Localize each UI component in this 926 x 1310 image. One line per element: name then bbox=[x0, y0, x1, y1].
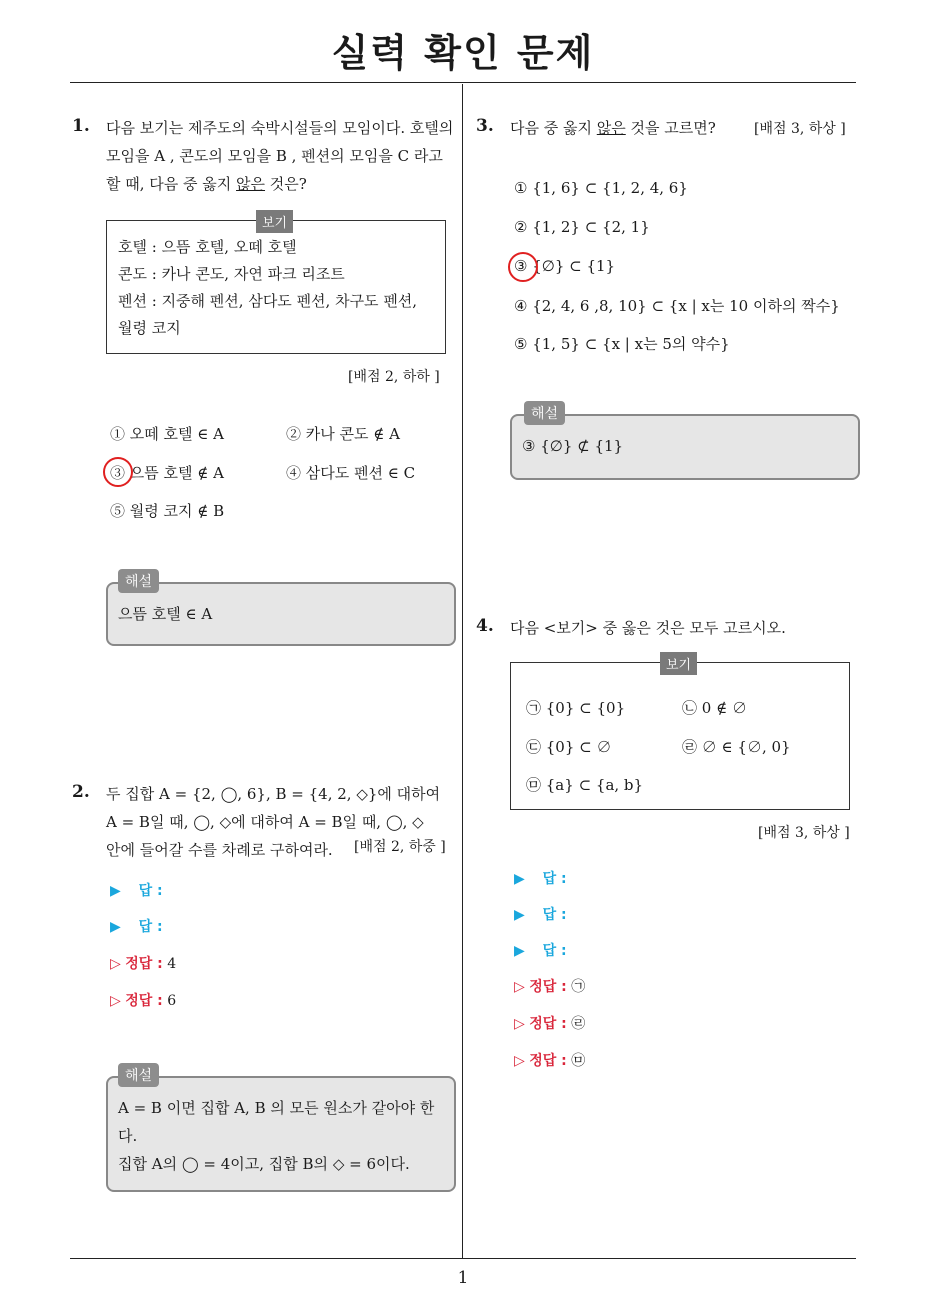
question-line: 다음 보기는 제주도의 숙박시설들의 모임이다. 호텔의 bbox=[106, 119, 454, 137]
explanation-text bbox=[118, 1094, 444, 1178]
question-number: 1. bbox=[72, 116, 90, 136]
score-label: [배점 2, 하하 ] bbox=[348, 369, 440, 385]
page-number: 1 bbox=[457, 1268, 469, 1288]
answer-row[interactable]: ▶ 답 : bbox=[514, 907, 567, 923]
question-number: 2. bbox=[72, 782, 90, 802]
example-box-label: 보기 bbox=[660, 652, 697, 675]
option-4[interactable]: ④ {2, 4, 6 ,8, 10} ⊂ {x | x는 10 이하의 짝수} bbox=[514, 297, 840, 315]
option-1[interactable]: ① {1, 6} ⊂ {1, 2, 4, 6} bbox=[514, 179, 688, 197]
option-4[interactable]: ④ 삼다도 펜션 ∈ C bbox=[286, 464, 416, 482]
correct-answer-row: ▷ 정답 : ㉣ bbox=[514, 1016, 586, 1032]
answer-row[interactable]: ▶ 답 : bbox=[514, 943, 567, 959]
column-divider bbox=[462, 84, 463, 1258]
answer-circle-mark bbox=[508, 252, 538, 282]
example-box-label: 보기 bbox=[256, 210, 293, 233]
question-number: 3. bbox=[476, 116, 494, 136]
option-3[interactable]: ③ 으뜸 호텔 ∉ A bbox=[110, 464, 224, 482]
question-line: 안에 들어갈 수를 차례로 구하여라. bbox=[106, 841, 333, 859]
explanation-label: 해설 bbox=[118, 569, 159, 593]
option-5[interactable]: ⑤ {1, 5} ⊂ {x | x는 5의 약수} bbox=[514, 335, 730, 353]
option-5[interactable]: ⑤ 월령 코지 ∉ B bbox=[110, 502, 225, 520]
correct-answer-row: ▷ 정답 : 6 bbox=[110, 993, 177, 1009]
question-line: 두 집합 A = {2, ◯, 6}, B = {4, 2, ◇}에 대하여 bbox=[106, 785, 441, 803]
example-item-5: ㉤ {a} ⊂ {a, b} bbox=[526, 776, 644, 794]
score-label: [배점 3, 하상 ] bbox=[754, 121, 846, 137]
question-text: 다음 <보기> 중 옳은 것은 모두 고르시오. bbox=[510, 619, 786, 637]
correct-answer-row: ▷ 정답 : ㉠ bbox=[514, 979, 586, 995]
example-box-content bbox=[118, 234, 417, 342]
example-item-4: ㉣ ∅ ∈ {∅, 0} bbox=[682, 738, 791, 756]
example-item-2: ㉡ 0 ∉ ∅ bbox=[682, 699, 747, 717]
explanation-label: 해설 bbox=[118, 1063, 159, 1087]
example-line: 호텔 : 으뜸 호텔, 오떼 호텔 bbox=[118, 238, 297, 256]
example-item-3: ㉢ {0} ⊂ ∅ bbox=[526, 738, 612, 756]
question-line: 모임을 A , 콘도의 모임을 B , 펜션의 모임을 C 라고 bbox=[106, 147, 443, 165]
score-label: [배점 3, 하상 ] bbox=[758, 825, 850, 841]
example-line: 월령 코지 bbox=[118, 319, 181, 337]
option-3[interactable]: ③ {∅} ⊂ {1} bbox=[514, 257, 616, 275]
explanation-text: ③ {∅} ⊄ {1} bbox=[522, 437, 624, 455]
option-1[interactable]: ① 오떼 호텔 ∈ A bbox=[110, 425, 224, 443]
question-line: A = B일 때, ◯, ◇에 대하여 A = B일 때, ◯, ◇ bbox=[106, 813, 424, 831]
bottom-divider bbox=[70, 1258, 856, 1259]
option-2[interactable]: ② 카나 콘도 ∉ A bbox=[286, 425, 400, 443]
option-2[interactable]: ② {1, 2} ⊂ {2, 1} bbox=[514, 218, 650, 236]
answer-row[interactable]: ▶ 답 : bbox=[514, 871, 567, 887]
answer-row[interactable]: ▶ 답 : bbox=[110, 919, 163, 935]
correct-answer-row: ▷ 정답 : 4 bbox=[110, 956, 177, 972]
explanation-line: 집합 A의 ◯ = 4이고, 집합 B의 ◇ = 6이다. bbox=[118, 1155, 410, 1173]
explanation-label: 해설 bbox=[524, 401, 565, 425]
top-divider bbox=[70, 82, 856, 83]
question-text: 다음 중 옳지 않은 것을 고르면? bbox=[510, 119, 716, 137]
answer-row[interactable]: ▶ 답 : bbox=[110, 883, 163, 899]
page-title: 실력 확인 문제 bbox=[331, 31, 595, 75]
question-line: 할 때, 다음 중 옳지 않은 것은? bbox=[106, 175, 307, 193]
answer-circle-mark bbox=[103, 457, 133, 487]
correct-answer-row: ▷ 정답 : ㉤ bbox=[514, 1053, 586, 1069]
explanation-line: A = B 이면 집합 A, B 의 모든 원소가 같아야 한 bbox=[118, 1099, 435, 1117]
example-line: 콘도 : 카나 콘도, 자연 파크 리조트 bbox=[118, 265, 345, 283]
explanation-line: 다. bbox=[118, 1127, 138, 1145]
question-text bbox=[106, 114, 458, 198]
example-item-1: ㉠ {0} ⊂ {0} bbox=[526, 699, 626, 717]
question-number: 4. bbox=[476, 616, 494, 636]
example-line: 펜션 : 지중해 펜션, 삼다도 펜션, 차구도 펜션, bbox=[118, 292, 418, 310]
score-label: [배점 2, 하중 ] bbox=[354, 839, 446, 855]
explanation-text: 으뜸 호텔 ∈ A bbox=[118, 605, 213, 623]
